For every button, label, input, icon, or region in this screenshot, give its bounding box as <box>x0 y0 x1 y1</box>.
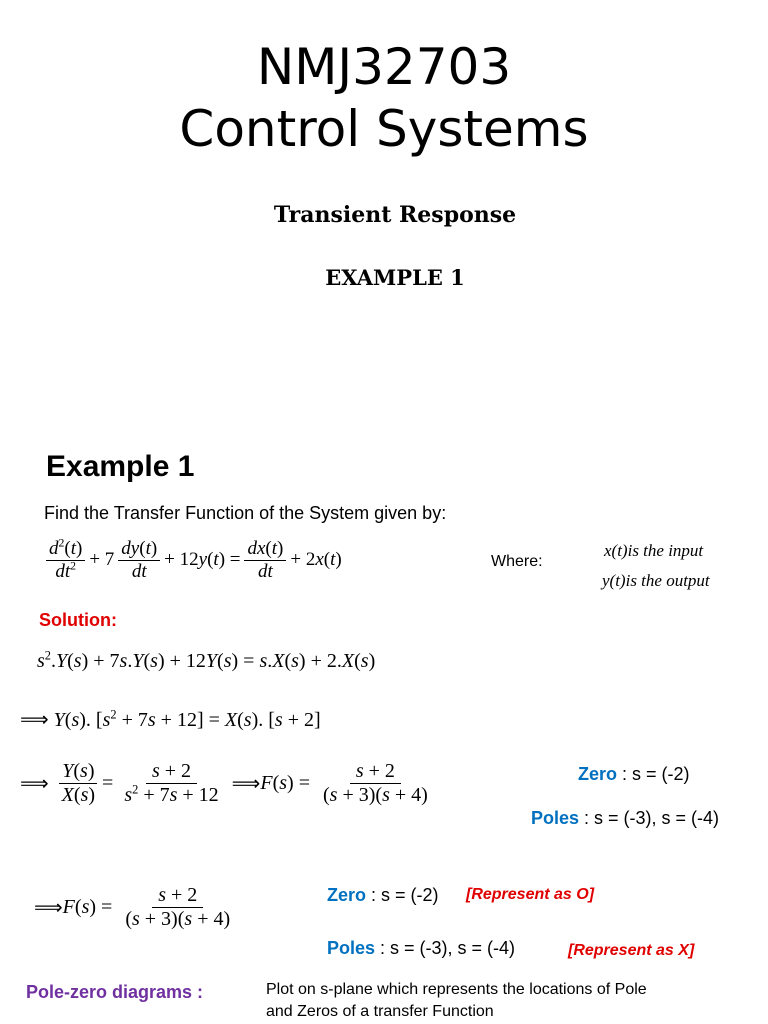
pole-zero-description-2: and Zeros of a transfer Function <box>266 1003 494 1020</box>
example-heading: Example 1 <box>46 450 195 483</box>
pole-zero-label: Pole-zero diagrams : <box>26 982 204 1002</box>
pole-zero-description-1: Plot on s-plane which represents the locations of Pole <box>266 981 647 998</box>
example-subtitle: EXAMPLE 1 <box>325 265 465 290</box>
problem-statement: Find the Transfer Function of the System given by: <box>44 503 447 523</box>
poles-value: : s = (-3), s = (-4) <box>579 808 720 828</box>
poles-label: Poles <box>531 808 580 828</box>
poles-result <box>531 808 719 829</box>
poles-label-2: Poles <box>327 938 376 958</box>
poles-value-2: : s = (-3), s = (-4) <box>375 938 516 958</box>
differential-equation: $\frac{d^2(t)}{dt^2}$ + 7 $\frac{dy(t)}{dt}$ + 12 y ( t ) = $\frac{dx(t)}{dt}$ + 2 x ( t ) <box>42 538 342 583</box>
input-definition: x(t)is the input <box>604 541 704 560</box>
zero-label-2: Zero <box>327 885 367 905</box>
factored-equation: ⟹ Y(s). $[s^2 + 7s + 12] = X(s)$. [s + 2] <box>20 707 321 731</box>
where-label: Where: <box>491 553 543 570</box>
zero-result <box>578 764 690 785</box>
zero-value: : s = (-2) <box>617 764 690 784</box>
course-code: NMJ32703 <box>256 38 512 96</box>
zero-label: Zero <box>578 764 618 784</box>
course-name: Control Systems <box>179 100 589 158</box>
zero-marker-note: [Represent as O] <box>466 886 595 903</box>
topic-title: Transient Response <box>273 202 517 228</box>
zero-result-marked <box>327 885 439 906</box>
poles-marker-note: [Represent as X] <box>568 942 695 959</box>
solution-label: Solution: <box>39 610 117 630</box>
poles-result-marked <box>327 938 515 959</box>
zero-value-2: : s = (-2) <box>366 885 439 905</box>
output-definition: y(t)is the output <box>602 571 710 590</box>
transfer-function-ratio: ⟹ $\frac{Y(s)}{X(s)}$ = $\frac{s + 2}{s^2 + 7s + 12}$ ⟹ F ( s ) = $\frac{s + 2}{(s + 3)(s + 4)}$ <box>20 760 428 806</box>
laplace-equation: $s^2.Y(s) + 7s.Y(s) + 12Y(s) = s.X(s) + 2.X(s)$ <box>37 648 376 672</box>
final-transfer-function: ⟹ F ( s ) = $\frac{s + 2}{(s + 3)(s + 4)}$ <box>34 884 231 930</box>
